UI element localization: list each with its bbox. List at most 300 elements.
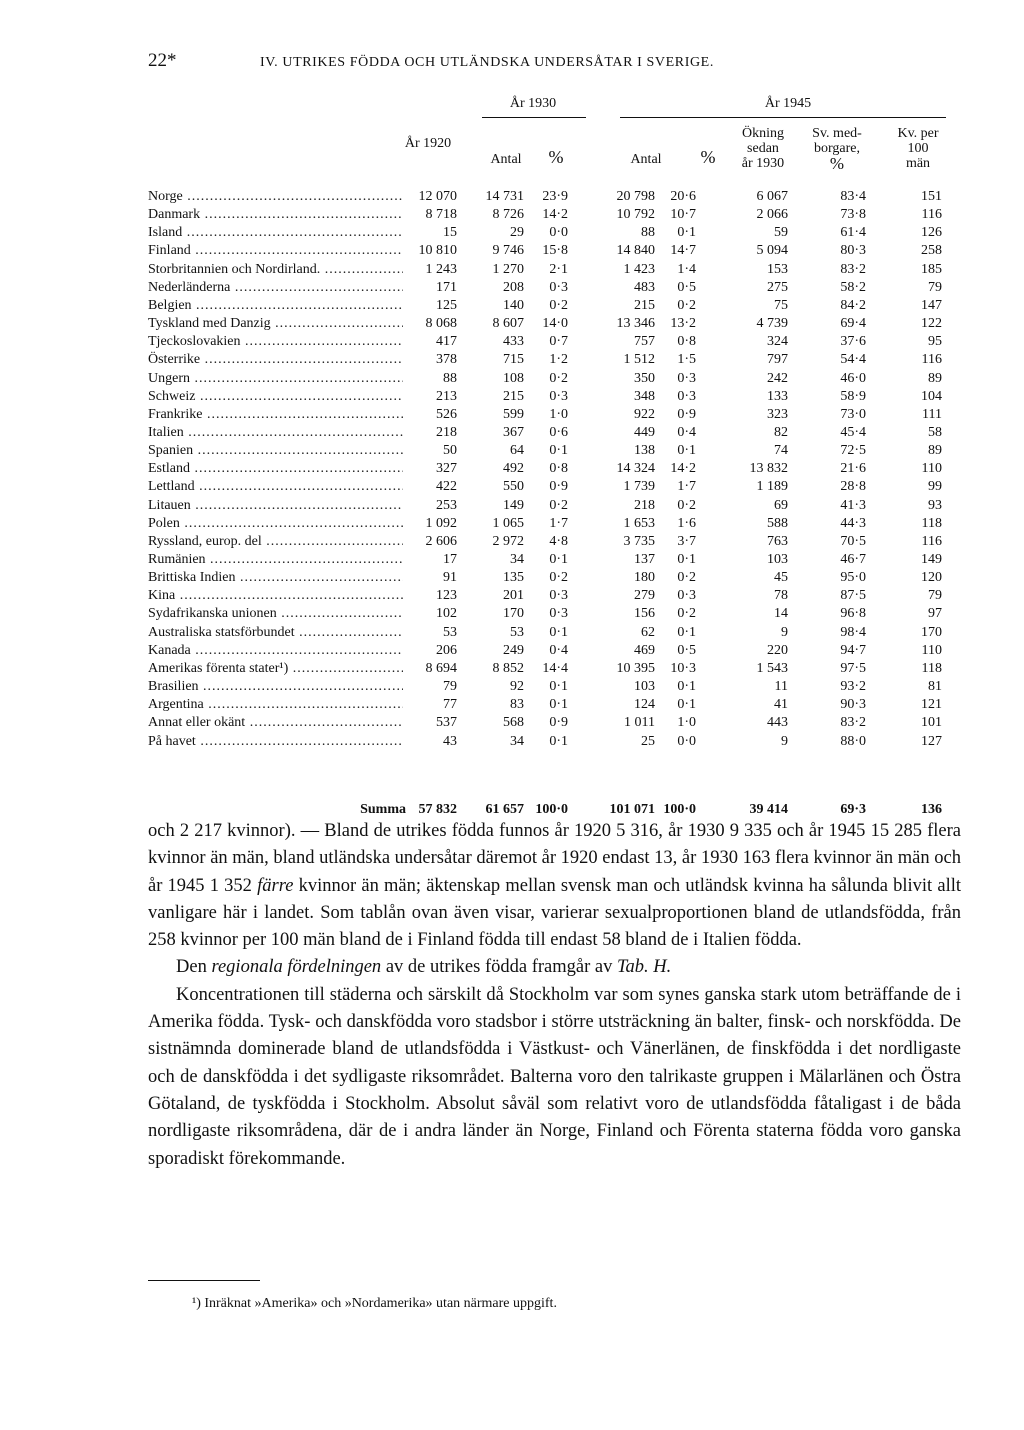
kvinnor-per-100-man: 104 [921,388,942,404]
sv-medborgare-pct: 96·8 [840,606,866,622]
antal-1930: 208 [503,279,524,295]
table-row [148,497,948,515]
antal-1945: 449 [634,424,655,440]
okning-sedan-1930: 78 [774,588,788,604]
value-1920: 8 068 [425,316,457,332]
pct-1930: 14·0 [542,316,568,332]
value-1920: 218 [436,424,457,440]
country-label: Annat eller okänt ..... [148,714,403,732]
pct-1930: 0·1 [549,624,568,640]
kvinnor-per-100-man: 79 [928,279,942,295]
country-label: Tjeckoslovakien ..... [148,333,403,351]
okning-sedan-1930: 69 [774,497,788,513]
value-1920: 8 718 [425,207,457,223]
okning-sedan-1930: 588 [767,515,788,531]
kvinnor-per-100-man: 126 [921,225,942,241]
antal-1930: 92 [510,679,524,695]
footnote-divider [148,1280,260,1281]
value-1920: 102 [436,606,457,622]
table-row [148,224,948,242]
antal-1945: 10 792 [616,207,655,223]
pct-1930: 0·2 [549,570,568,586]
antal-1945: 922 [634,406,655,422]
kvinnor-per-100-man: 120 [921,570,942,586]
kvinnor-per-100-man: 101 [921,715,942,731]
antal-1930: 715 [503,352,524,368]
pct-1945: 0·1 [677,679,696,695]
pct-1945: 0·3 [677,588,696,604]
antal-1945: 124 [634,697,655,713]
sv-medborgare-pct: 83·4 [840,189,866,204]
antal-1945: 137 [634,552,655,567]
sv-medborgare-pct: 90·3 [840,697,866,713]
okning-sedan-1930: 324 [767,334,788,350]
country-label: Litauen ..... [148,497,403,515]
antal-1930: 1 065 [492,515,524,531]
value-1920: 77 [443,697,457,713]
pct-1945: 14·2 [670,461,696,477]
pct-1930: 0·3 [549,279,568,295]
okning-sedan-1930: 6 067 [756,189,788,204]
pct-1930: 0·2 [549,297,568,313]
antal-1945: 3 735 [623,533,655,549]
table-row [148,370,948,388]
okning-sedan-1930: 41 [774,697,788,713]
value-1920: 12 070 [418,189,457,204]
kvinnor-per-100-man: 89 [928,443,942,459]
header-pct-1945: % [700,147,716,167]
okning-sedan-1930: 9 [781,733,788,749]
summa-1920: 57 832 [418,802,457,817]
antal-1945: 1 739 [623,479,655,495]
kvinnor-per-100-man: 185 [921,261,942,277]
country-label: Norge ..... [148,188,403,206]
sv-medborgare-pct: 58·2 [840,279,866,295]
table-row [148,206,948,224]
country-label: Österrike ..... [148,351,403,369]
country-label: Kanada ..... [148,642,403,660]
pct-1930: 0·1 [549,733,568,749]
pct-1930: 0·6 [549,424,568,440]
kvinnor-per-100-man: 116 [921,352,942,368]
table-row [148,351,948,369]
value-1920: 123 [436,588,457,604]
header-antal-1930: Antal [490,152,522,167]
summa-kv: 136 [921,802,942,817]
okning-sedan-1930: 1 543 [756,660,788,676]
value-1920: 253 [436,497,457,513]
value-1920: 206 [436,642,457,658]
antal-1930: 201 [503,588,524,604]
okning-sedan-1930: 275 [767,279,788,295]
antal-1930: 492 [503,461,524,477]
kvinnor-per-100-man: 149 [921,552,942,567]
antal-1930: 34 [510,733,524,749]
antal-1930: 170 [503,606,524,622]
pct-1945: 0·4 [677,424,696,440]
okning-sedan-1930: 82 [774,424,788,440]
okning-sedan-1930: 1 189 [756,479,788,495]
table-row [148,696,948,714]
paragraph-2: Den regionala fördelningen av de utrikes födda framgår av Tab. H. [176,957,672,978]
kvinnor-per-100-man: 122 [921,316,942,332]
summa-sv: 69·3 [840,802,866,817]
value-1920: 53 [443,624,457,640]
kvinnor-per-100-man: 147 [921,297,942,313]
country-label: Kina ..... [148,587,403,605]
table-row [148,551,948,569]
antal-1945: 757 [634,334,655,350]
antal-1930: 135 [503,570,524,586]
okning-sedan-1930: 153 [767,261,788,277]
pct-1945: 0·3 [677,388,696,404]
country-label: Schweiz ..... [148,388,403,406]
value-1920: 91 [443,570,457,586]
pct-1930: 0·9 [549,715,568,731]
kvinnor-per-100-man: 116 [921,207,942,223]
antal-1930: 9 746 [492,243,524,259]
page-number: 22* [148,50,177,71]
pct-1945: 0·1 [677,225,696,241]
pct-1930: 0·0 [549,225,568,241]
antal-1945: 1 011 [624,715,655,731]
summa-row [148,801,948,819]
country-label: Spanien ..... [148,442,403,460]
antal-1930: 568 [503,715,524,731]
okning-sedan-1930: 797 [767,352,788,368]
pct-1930: 0·2 [549,497,568,513]
antal-1930: 140 [503,297,524,313]
summa-antal-1930: 61 657 [485,802,524,817]
table-row [148,714,948,732]
pct-1930: 0·8 [549,461,568,477]
sv-medborgare-pct: 95·0 [840,570,866,586]
antal-1930: 8 852 [492,660,524,676]
header-antal-1945: Antal [630,152,662,167]
antal-1945: 13 346 [616,316,655,332]
kvinnor-per-100-man: 95 [928,334,942,350]
kvinnor-per-100-man: 151 [921,189,942,204]
antal-1930: 53 [510,624,524,640]
pct-1945: 10·3 [670,660,696,676]
sv-medborgare-pct: 93·2 [840,679,866,695]
antal-1930: 2 972 [492,533,524,549]
value-1920: 50 [443,443,457,459]
country-label: Nederländerna ..... [148,279,403,297]
sv-medborgare-pct: 41·3 [840,497,866,513]
antal-1930: 550 [503,479,524,495]
header-year-1930: År 1930 [509,96,557,111]
kvinnor-per-100-man: 58 [928,424,942,440]
country-label: Tyskland med Danzig ..... [148,315,403,333]
pct-1930: 23·9 [542,189,568,204]
country-label: Polen ..... [148,515,403,533]
antal-1945: 469 [634,642,655,658]
sv-medborgare-pct: 97·5 [840,660,866,676]
footnote-text: Inräknat »Amerika» och »Nordamerika» utan närmare uppgift. [204,1296,557,1311]
pct-1930: 1·2 [549,352,568,368]
pct-1945: 0·1 [677,697,696,713]
kvinnor-per-100-man: 110 [921,461,942,477]
kvinnor-per-100-man: 127 [921,733,942,749]
statistics-table [148,96,948,817]
sv-medborgare-pct: 87·5 [840,588,866,604]
pct-1945: 0·2 [677,606,696,622]
table-row [148,605,948,623]
country-label: Argentina ..... [148,696,403,714]
kvinnor-per-100-man: 258 [921,243,942,259]
pct-1945: 0·1 [677,552,696,567]
antal-1945: 14 324 [616,461,655,477]
okning-sedan-1930: 323 [767,406,788,422]
antal-1945: 215 [634,297,655,313]
country-label: Belgien ..... [148,297,403,315]
antal-1945: 1 512 [623,352,655,368]
okning-sedan-1930: 11 [774,679,788,695]
value-1920: 125 [436,297,457,313]
pct-1930: 0·2 [549,370,568,386]
header-sv-medborgare: Sv. med- borgare, % [812,126,862,173]
pct-1930: 0·4 [549,642,568,658]
kvinnor-per-100-man: 89 [928,370,942,386]
okning-sedan-1930: 5 094 [756,243,788,259]
value-1920: 88 [443,370,457,386]
value-1920: 327 [436,461,457,477]
pct-1945: 0·2 [677,570,696,586]
kvinnor-per-100-man: 170 [921,624,942,640]
value-1920: 171 [436,279,457,295]
pct-1930: 0·1 [549,552,568,567]
antal-1945: 138 [634,443,655,459]
kvinnor-per-100-man: 111 [922,406,942,422]
pct-1930: 14·4 [542,660,568,676]
pct-1945: 10·7 [670,207,696,223]
table-row [148,642,948,660]
kvinnor-per-100-man: 97 [928,606,942,622]
antal-1930: 34 [510,552,524,567]
sv-medborgare-pct: 61·4 [840,225,866,241]
pct-1930: 0·1 [549,443,568,459]
okning-sedan-1930: 443 [767,715,788,731]
okning-sedan-1930: 75 [774,297,788,313]
kvinnor-per-100-man: 118 [921,660,942,676]
pct-1945: 0·5 [677,642,696,658]
summa-label: Summa [360,802,406,817]
value-1920: 17 [443,552,457,567]
antal-1945: 25 [641,733,655,749]
pct-1930: 4·8 [549,533,568,549]
pct-1945: 14·7 [670,243,696,259]
value-1920: 1 092 [425,515,457,531]
sv-medborgare-pct: 88·0 [840,733,866,749]
country-label: Sydafrikanska unionen ..... [148,605,403,623]
kvinnor-per-100-man: 99 [928,479,942,495]
country-label: Estland ..... [148,460,403,478]
country-label: Amerikas förenta stater¹) ..... [148,660,403,678]
country-label: Danmark ..... [148,206,403,224]
table-row [148,515,948,533]
antal-1930: 367 [503,424,524,440]
pct-1930: 0·1 [549,697,568,713]
pct-1945: 0·3 [677,370,696,386]
value-1920: 417 [436,334,457,350]
footnote [192,1296,557,1312]
country-label: Finland ..... [148,242,403,260]
pct-1930: 0·9 [549,479,568,495]
antal-1930: 8 726 [492,207,524,223]
country-label: Storbritannien och Nordirland. ..... [148,261,403,279]
header-rule-1930 [482,117,586,118]
country-label: På havet ..... [148,733,403,751]
sv-medborgare-pct: 72·5 [840,443,866,459]
value-1920: 422 [436,479,457,495]
antal-1930: 599 [503,406,524,422]
kvinnor-per-100-man: 116 [921,533,942,549]
table-row [148,442,948,460]
sv-medborgare-pct: 73·0 [840,406,866,422]
value-1920: 43 [443,733,457,749]
antal-1930: 215 [503,388,524,404]
antal-1930: 1 270 [492,261,524,277]
sv-medborgare-pct: 37·6 [840,334,866,350]
table-row [148,388,948,406]
pct-1945: 1·5 [677,352,696,368]
table-row [148,624,948,642]
sv-medborgare-pct: 44·3 [840,515,866,531]
value-1920: 537 [436,715,457,731]
header-year-1945: År 1945 [764,96,812,111]
page-header [148,50,948,78]
value-1920: 378 [436,352,457,368]
okning-sedan-1930: 103 [767,552,788,567]
summa-okning: 39 414 [749,802,788,817]
country-label: Ungern ..... [148,370,403,388]
sv-medborgare-pct: 73·8 [840,207,866,223]
antal-1930: 14 731 [485,189,524,204]
sv-medborgare-pct: 70·5 [840,533,866,549]
pct-1945: 0·5 [677,279,696,295]
antal-1945: 180 [634,570,655,586]
pct-1930: 2·1 [549,261,568,277]
country-label: Brasilien ..... [148,678,403,696]
okning-sedan-1930: 59 [774,225,788,241]
table-row [148,333,948,351]
table-row [148,188,948,206]
pct-1945: 1·0 [677,715,696,731]
antal-1945: 14 840 [616,243,655,259]
okning-sedan-1930: 242 [767,370,788,386]
kvinnor-per-100-man: 118 [921,515,942,531]
okning-sedan-1930: 13 832 [749,461,788,477]
table-row [148,478,948,496]
pct-1945: 0·1 [677,443,696,459]
pct-1930: 0·3 [549,388,568,404]
header-pct-1930: % [548,147,564,167]
okning-sedan-1930: 45 [774,570,788,586]
okning-sedan-1930: 2 066 [756,207,788,223]
value-1920: 15 [443,225,457,241]
table-row [148,678,948,696]
value-1920: 10 810 [418,243,457,259]
country-label: Rumänien ..... [148,551,403,569]
sv-medborgare-pct: 46·0 [840,370,866,386]
antal-1945: 10 395 [616,660,655,676]
header-kv-per-100: Kv. per 100 män [897,126,939,171]
kvinnor-per-100-man: 79 [928,588,942,604]
pct-1945: 3·7 [677,533,696,549]
value-1920: 526 [436,406,457,422]
antal-1945: 279 [634,588,655,604]
antal-1930: 83 [510,697,524,713]
okning-sedan-1930: 763 [767,533,788,549]
okning-sedan-1930: 74 [774,443,788,459]
pct-1945: 1·6 [677,515,696,531]
pct-1930: 14·2 [542,207,568,223]
table-row [148,660,948,678]
country-label: Brittiska Indien ..... [148,569,403,587]
okning-sedan-1930: 220 [767,642,788,658]
pct-1930: 1·0 [549,406,568,422]
summa-pct-1930: 100·0 [535,802,568,817]
antal-1945: 88 [641,225,655,241]
kvinnor-per-100-man: 93 [928,497,942,513]
table-row [148,261,948,279]
value-1920: 79 [443,679,457,695]
table-row [148,315,948,333]
value-1920: 8 694 [425,660,457,676]
sv-medborgare-pct: 21·6 [840,461,866,477]
pct-1945: 0·1 [677,624,696,640]
sv-medborgare-pct: 28·8 [840,479,866,495]
sv-medborgare-pct: 80·3 [840,243,866,259]
table-row [148,533,948,551]
sv-medborgare-pct: 46·7 [840,552,866,567]
sv-medborgare-pct: 45·4 [840,424,866,440]
kvinnor-per-100-man: 110 [921,642,942,658]
country-label: Frankrike ..... [148,406,403,424]
antal-1945: 218 [634,497,655,513]
pct-1930: 0·3 [549,588,568,604]
pct-1945: 0·9 [677,406,696,422]
antal-1945: 483 [634,279,655,295]
okning-sedan-1930: 9 [781,624,788,640]
pct-1945: 1·7 [677,479,696,495]
sv-medborgare-pct: 83·2 [840,715,866,731]
sv-medborgare-pct: 83·2 [840,261,866,277]
table-row [148,297,948,315]
pct-1930: 0·1 [549,679,568,695]
summa-pct-1945: 100·0 [663,802,696,817]
sv-medborgare-pct: 94·7 [840,642,866,658]
pct-1945: 20·6 [670,189,696,204]
antal-1945: 1 653 [623,515,655,531]
body-text [148,818,961,1173]
antal-1945: 62 [641,624,655,640]
kvinnor-per-100-man: 81 [928,679,942,695]
table-row [148,424,948,442]
footnote-mark: ¹) [192,1296,201,1311]
country-label: Italien ..... [148,424,403,442]
table-row [148,587,948,605]
pct-1930: 15·8 [542,243,568,259]
pct-1930: 1·7 [549,515,568,531]
sv-medborgare-pct: 69·4 [840,316,866,332]
pct-1945: 0·2 [677,297,696,313]
running-title: IV. UTRIKES FÖDDA OCH UTLÄNDSKA UNDERSÅTAR I SVERIGE. [260,55,714,70]
value-1920: 213 [436,388,457,404]
pct-1945: 0·8 [677,334,696,350]
country-label: Lettland ..... [148,478,403,496]
